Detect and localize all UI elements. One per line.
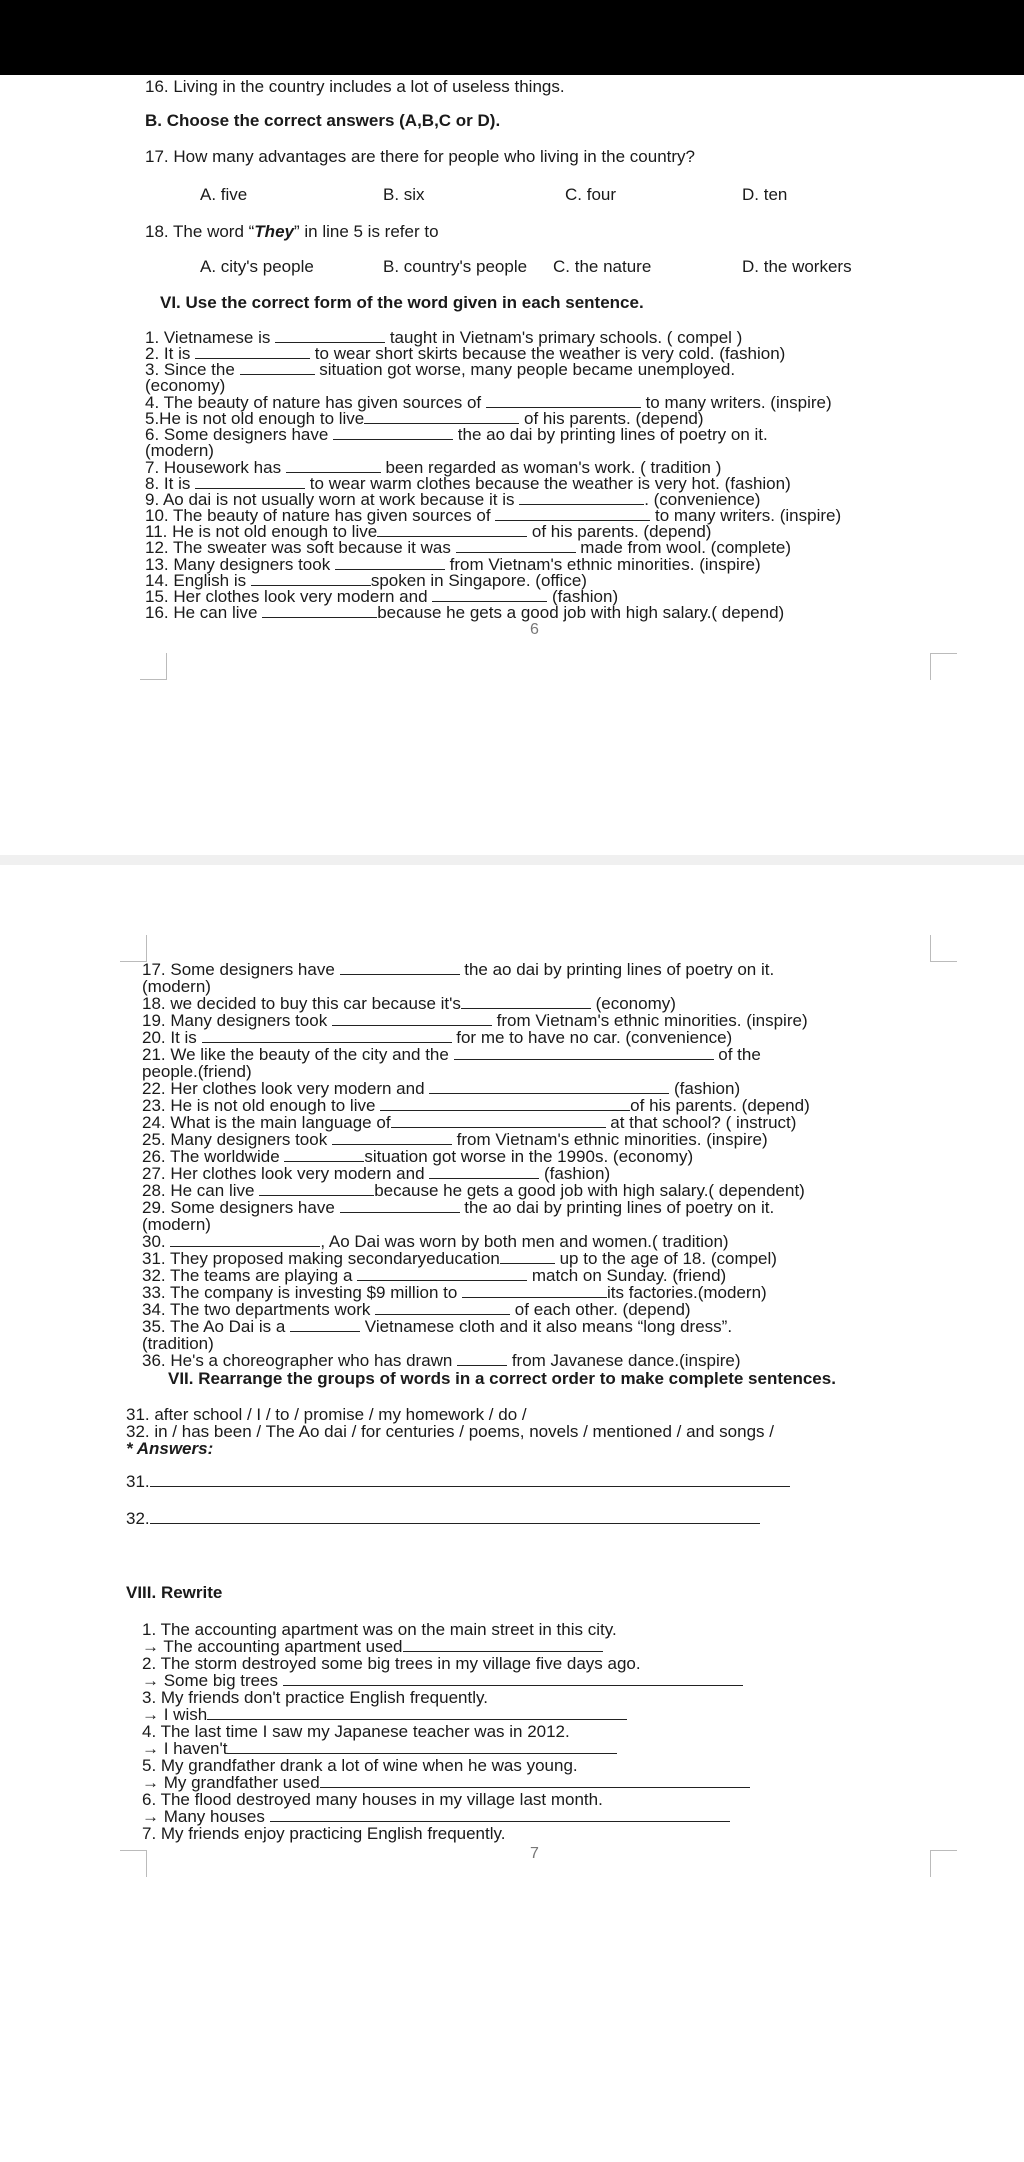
answer-blank[interactable] <box>259 1181 374 1196</box>
exercise-item: 30. , Ao Dai was worn by both men and women.( tradition) <box>142 1232 729 1251</box>
exercise-item: 20. It is for me to have no car. (convenience) <box>142 1028 733 1047</box>
line-16: 16. Living in the country includes a lot of useless things. <box>145 77 565 96</box>
exercise-item: 27. Her clothes look very modern and (fashion) <box>142 1164 611 1183</box>
exercise-item: 35. The Ao Dai is a Vietnamese cloth and it also means “long dress”. <box>142 1317 733 1336</box>
crop-mark <box>140 653 167 680</box>
answer-blank[interactable] <box>227 1739 617 1754</box>
rewrite-answer: → I haven't <box>142 1739 617 1759</box>
exercise-item: 23. He is not old enough to live of his parents. (depend) <box>142 1096 810 1115</box>
question-18: 18. The word “They” in line 5 is refer to <box>145 222 439 241</box>
answer-blank[interactable] <box>457 1351 507 1366</box>
exercise-item: 21. We like the beauty of the city and the of the <box>142 1045 761 1064</box>
answer-blank[interactable] <box>207 1705 627 1720</box>
answer-blank[interactable] <box>461 994 591 1009</box>
crop-mark <box>120 935 147 962</box>
answer-blank[interactable] <box>456 538 576 553</box>
answer-blank[interactable] <box>357 1266 527 1281</box>
exercise-item: 8. It is to wear warm clothes because the weather is very hot. (fashion) <box>145 474 791 493</box>
exercise-item: (modern) <box>142 1215 211 1234</box>
answer-blank[interactable] <box>333 425 453 440</box>
exercise-item: 33. The company is investing $9 million to its factories.(modern) <box>142 1283 767 1302</box>
answer-blank[interactable] <box>364 409 519 424</box>
exercise-item: 14. English is spoken in Singapore. (office) <box>145 571 587 590</box>
rewrite-answer: → Some big trees <box>142 1671 743 1691</box>
q18-option-d: D. the workers <box>742 257 852 276</box>
top-black-bar <box>0 0 1024 75</box>
exercise-item: 2. It is to wear short skirts because the weather is very cold. (fashion) <box>145 344 786 363</box>
answer-blank[interactable] <box>454 1045 714 1060</box>
exercise-item: 7. Housework has been regarded as woman's work. ( tradition ) <box>145 458 722 477</box>
rewrite-question: 2. The storm destroyed some big trees in my village five days ago. <box>142 1654 641 1673</box>
answer-blank[interactable] <box>251 571 371 586</box>
worksheet-page-6 <box>0 75 1024 855</box>
section-vii-heading: VII. Rearrange the groups of words in a correct order to make complete sentences. <box>168 1369 836 1388</box>
q17-option-b: B. six <box>383 185 425 204</box>
answer-blank[interactable] <box>403 1637 603 1652</box>
q18-option-a: A. city's people <box>200 257 314 276</box>
exercise-item: 1. Vietnamese is taught in Vietnam's primary schools. ( compel ) <box>145 328 743 347</box>
answer-blank[interactable] <box>240 360 315 375</box>
exercise-item: (modern) <box>142 977 211 996</box>
answer-blank[interactable] <box>380 1096 630 1111</box>
rewrite-question: 7. My friends enjoy practicing English frequently. <box>142 1824 506 1843</box>
exercise-item: 26. The worldwide situation got worse in the 1990s. (economy) <box>142 1147 694 1166</box>
answer-line: 32. <box>126 1509 760 1529</box>
answer-blank[interactable] <box>202 1028 452 1043</box>
answer-blank[interactable] <box>195 474 305 489</box>
rewrite-answer: → Many houses <box>142 1807 730 1827</box>
answer-blank[interactable] <box>150 1509 760 1524</box>
answer-blank[interactable] <box>275 328 385 343</box>
exercise-item: 13. Many designers took from Vietnam's ethnic minorities. (inspire) <box>145 555 761 574</box>
exercise-item: 9. Ao dai is not usually worn at work because it is . (convenience) <box>145 490 761 509</box>
q17-option-c: C. four <box>565 185 617 204</box>
rearrange-item: 31. after school / I / to / promise / my homework / do / <box>126 1405 527 1424</box>
answer-blank[interactable] <box>375 1300 510 1315</box>
page-number: 6 <box>530 621 539 638</box>
exercise-item: 17. Some designers have the ao dai by printing lines of poetry on it. <box>142 960 775 979</box>
answer-blank[interactable] <box>429 1079 669 1094</box>
exercise-item: 16. He can live because he gets a good job with high salary.( depend) <box>145 603 785 622</box>
crop-mark <box>930 653 957 680</box>
exercise-item: 6. Some designers have the ao dai by printing lines of poetry on it. <box>145 425 768 444</box>
answer-blank[interactable] <box>500 1249 555 1264</box>
exercise-item: 24. What is the main language of at that school? ( instruct) <box>142 1113 797 1132</box>
exercise-item: 36. He's a choreographer who has drawn from Javanese dance.(inspire) <box>142 1351 741 1370</box>
answer-blank[interactable] <box>195 344 310 359</box>
exercise-item: 29. Some designers have the ao dai by printing lines of poetry on it. <box>142 1198 775 1217</box>
worksheet-page-7 <box>0 865 1024 2162</box>
rewrite-answer: → The accounting apartment used <box>142 1637 603 1657</box>
exercise-item: 15. Her clothes look very modern and (fashion) <box>145 587 619 606</box>
crop-mark <box>120 1850 147 1877</box>
answer-blank[interactable] <box>340 960 460 975</box>
answer-blank[interactable] <box>270 1807 730 1822</box>
answer-blank[interactable] <box>150 1472 790 1487</box>
rewrite-answer: → My grandfather used <box>142 1773 750 1793</box>
exercise-item: 32. The teams are playing a match on Sunday. (friend) <box>142 1266 727 1285</box>
q17-option-d: D. ten <box>742 185 788 204</box>
exercise-item: 4. The beauty of nature has given sources of to many writers. (inspire) <box>145 393 832 412</box>
question-17: 17. How many advantages are there for people who living in the country? <box>145 147 695 166</box>
page-number: 7 <box>530 1845 539 1862</box>
answer-blank[interactable] <box>432 587 547 602</box>
exercise-item: 12. The sweater was soft because it was made from wool. (complete) <box>145 538 791 557</box>
answer-blank[interactable] <box>284 1147 364 1162</box>
answer-blank[interactable] <box>377 522 527 537</box>
rewrite-question: 6. The flood destroyed many houses in my village last month. <box>142 1790 603 1809</box>
answer-blank[interactable] <box>462 1283 607 1298</box>
exercise-item: (tradition) <box>142 1334 214 1353</box>
section-viii-heading: VIII. Rewrite <box>126 1583 223 1602</box>
page-divider <box>0 855 1024 865</box>
answer-blank[interactable] <box>391 1113 606 1128</box>
section-b-heading: B. Choose the correct answers (A,B,C or D). <box>145 111 501 130</box>
answer-blank[interactable] <box>262 603 377 618</box>
exercise-item: 10. The beauty of nature has given sources of to many writers. (inspire) <box>145 506 842 525</box>
exercise-item: 18. we decided to buy this car because it's (economy) <box>142 994 676 1013</box>
answer-blank[interactable] <box>283 1671 743 1686</box>
rewrite-question: 5. My grandfather drank a lot of wine when he was young. <box>142 1756 578 1775</box>
answer-blank[interactable] <box>486 393 641 408</box>
answer-blank[interactable] <box>290 1317 360 1332</box>
exercise-item: (economy) <box>145 376 226 395</box>
rewrite-question: 1. The accounting apartment was on the main street in this city. <box>142 1620 617 1639</box>
answer-blank[interactable] <box>320 1773 750 1788</box>
answers-label: * Answers: <box>126 1439 214 1458</box>
answer-blank[interactable] <box>332 1011 492 1026</box>
q18-option-c: C. the nature <box>553 257 652 276</box>
section-vi-heading: VI. Use the correct form of the word given in each sentence. <box>160 293 644 312</box>
exercise-item: 3. Since the situation got worse, many people became unemployed. <box>145 360 736 379</box>
answer-blank[interactable] <box>429 1164 539 1179</box>
rearrange-item: 32. in / has been / The Ao dai / for centuries / poems, novels / mentioned / and songs / <box>126 1422 774 1441</box>
exercise-item: 5.He is not old enough to live of his parents. (depend) <box>145 409 704 428</box>
answer-blank[interactable] <box>335 555 445 570</box>
answer-blank[interactable] <box>286 458 381 473</box>
answer-blank[interactable] <box>519 490 644 505</box>
q18-option-b: B. country's people <box>383 257 528 276</box>
crop-mark <box>930 935 957 962</box>
exercise-item: (modern) <box>145 441 214 460</box>
rewrite-question: 4. The last time I saw my Japanese teacher was in 2012. <box>142 1722 570 1741</box>
q18-word: They <box>254 222 294 241</box>
exercise-item: 31. They proposed making secondaryeducation up to the age of 18. (compel) <box>142 1249 777 1268</box>
rewrite-answer: → I wish <box>142 1705 627 1725</box>
answer-blank[interactable] <box>332 1130 452 1145</box>
exercise-item: 19. Many designers took from Vietnam's ethnic minorities. (inspire) <box>142 1011 808 1030</box>
exercise-item: 22. Her clothes look very modern and (fashion) <box>142 1079 741 1098</box>
q17-option-a: A. five <box>200 185 248 204</box>
answer-blank[interactable] <box>170 1232 320 1247</box>
exercise-item: 25. Many designers took from Vietnam's ethnic minorities. (inspire) <box>142 1130 768 1149</box>
rewrite-question: 3. My friends don't practice English frequently. <box>142 1688 488 1707</box>
answer-line: 31. <box>126 1472 790 1492</box>
exercise-item: 11. He is not old enough to live of his parents. (depend) <box>145 522 712 541</box>
exercise-item: 28. He can live because he gets a good job with high salary.( dependent) <box>142 1181 805 1200</box>
answer-blank[interactable] <box>495 506 650 521</box>
answer-blank[interactable] <box>340 1198 460 1213</box>
exercise-item: people.(friend) <box>142 1062 252 1081</box>
exercise-item: 34. The two departments work of each other. (depend) <box>142 1300 691 1319</box>
crop-mark <box>930 1850 957 1877</box>
